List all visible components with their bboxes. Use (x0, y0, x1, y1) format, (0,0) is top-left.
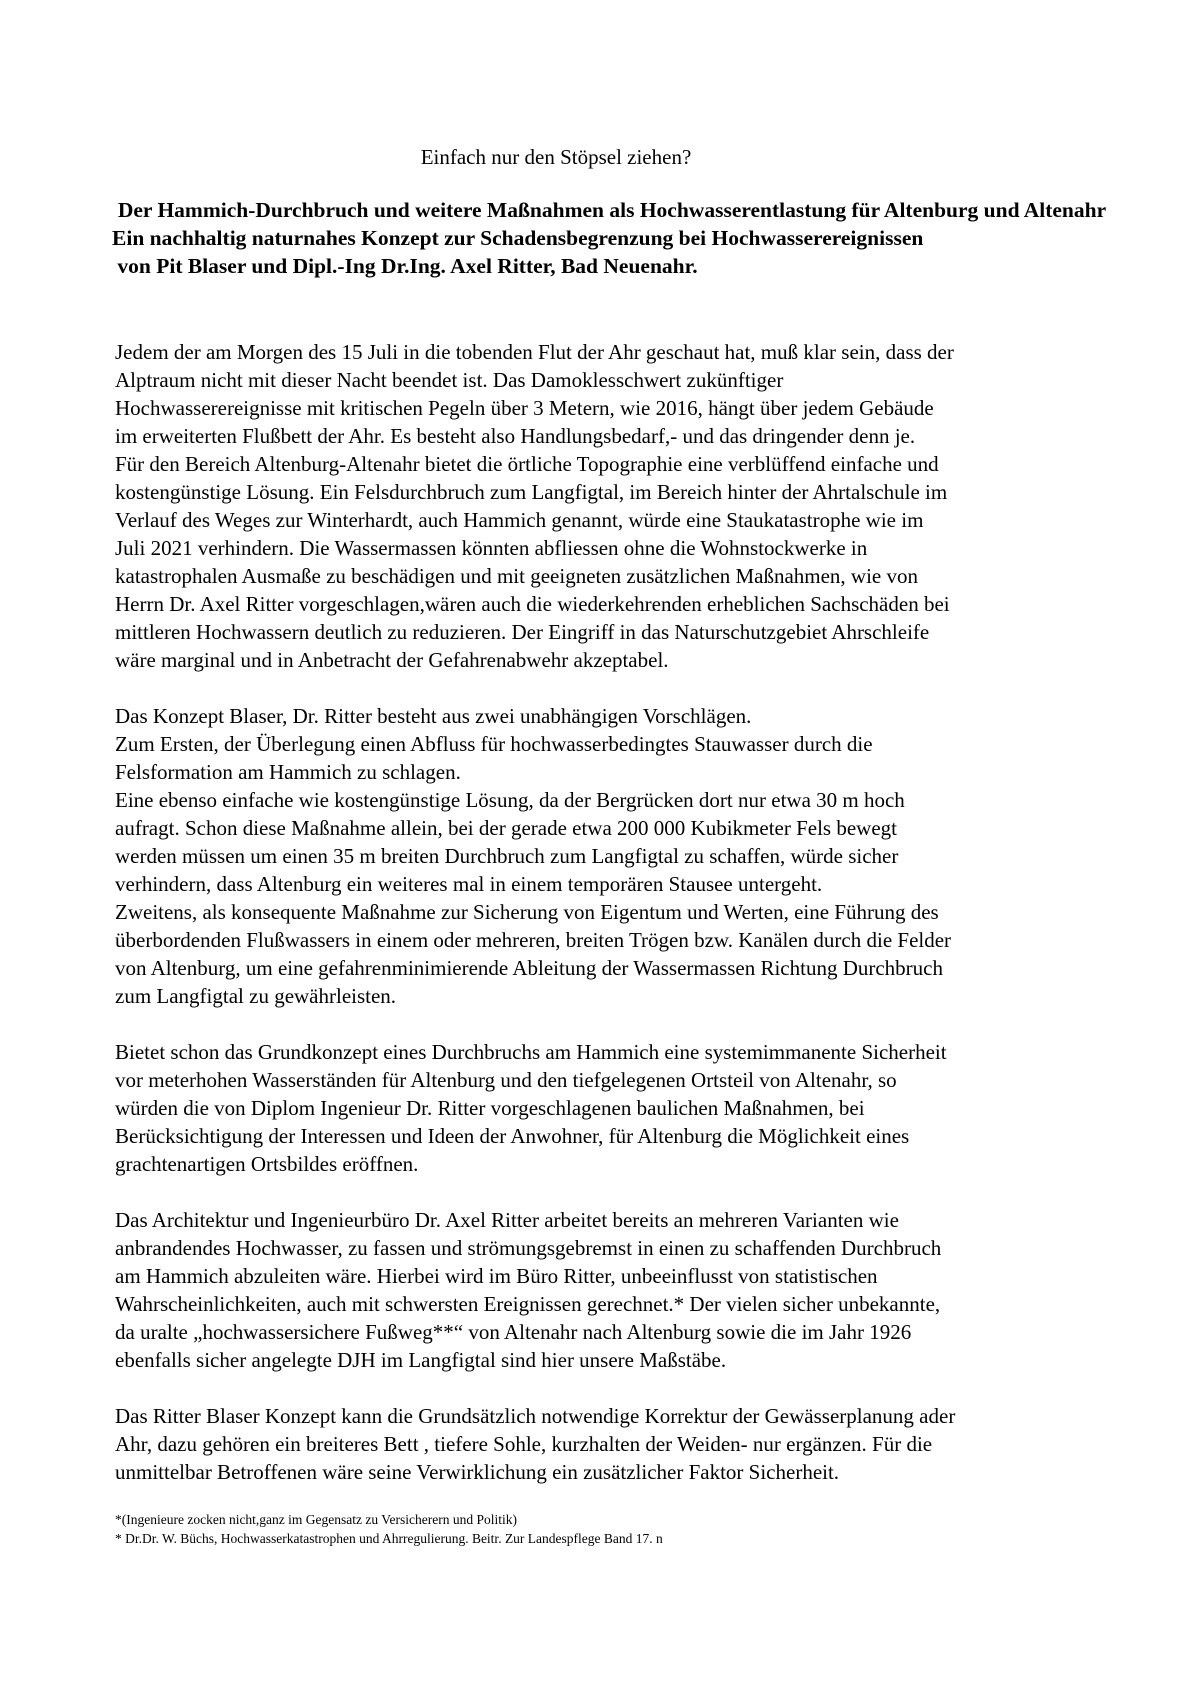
text-line: zum Langfigtal zu gewährleisten. (115, 984, 397, 1008)
text-line: am Hammich abzuleiten wäre. Hierbei wird im Büro Ritter, unbeeinflusst von statistischen (115, 1264, 878, 1288)
article-body (115, 338, 1115, 1514)
text-line: Eine ebenso einfache wie kostengünstige Lösung, da der Bergrücken dort nur etwa 30 m hoch (115, 788, 905, 812)
paragraph-3 (115, 1038, 1115, 1178)
article-byline: von Pit Blaser und Dipl.-Ing Dr.Ing. Axel Ritter, Bad Neuenahr. (112, 254, 698, 278)
text-line: Wahrscheinlichkeiten, auch mit schwersten Ereignissen gerechnet.* Der vielen sicher unbekannte, (115, 1292, 941, 1316)
text-line: Das Konzept Blaser, Dr. Ritter besteht aus zwei unabhängigen Vorschlägen. (115, 704, 752, 728)
text-line: aufragt. Schon diese Maßnahme allein, bei der gerade etwa 200 000 Kubikmeter Fels bewegt (115, 816, 897, 840)
text-line: katastrophalen Ausmaße zu beschädigen und mit geeigneten zusätzlichen Maßnahmen, wie von (115, 564, 918, 588)
article-title: Der Hammich-Durchbruch und weitere Maßnahmen als Hochwasserentlastung für Altenburg und Altenahr (117, 198, 1107, 222)
text-line: im erweiterten Flußbett der Ahr. Es besteht also Handlungsbedarf,- und das dringender denn je. (115, 424, 916, 448)
text-line: Jedem der am Morgen des 15 Juli in die tobenden Flut der Ahr geschaut hat, muß klar sein, dass der (115, 340, 954, 364)
text-line: wäre marginal und in Anbetracht der Gefahrenabwehr akzeptabel. (115, 648, 669, 672)
text-line: Juli 2021 verhindern. Die Wassermassen könnten abfliessen ohne die Wohnstockwerke in (115, 536, 868, 560)
text-line: ebenfalls sicher angelegte DJH im Langfigtal sind hier unsere Maßstäbe. (115, 1348, 727, 1372)
footnotes (115, 1510, 1115, 1548)
text-line: kostengünstige Lösung. Ein Felsdurchbruch zum Langfigtal, im Bereich hinter der Ahrtalschule im (115, 480, 948, 504)
text-line: grachtenartigen Ortsbildes eröffnen. (115, 1152, 419, 1176)
text-line: da uralte „hochwassersichere Fußweg**“ von Altenahr nach Altenburg sowie die im Jahr 1926 (115, 1320, 912, 1344)
footnote-1: *(Ingenieure zocken nicht,ganz im Gegensatz zu Versicherern und Politik) (115, 1512, 517, 1527)
text-line: unmittelbar Betroffenen wäre seine Verwirklichung ein zusätzlicher Faktor Sicherheit. (115, 1460, 840, 1484)
paragraph-4 (115, 1206, 1115, 1374)
text-line: von Altenburg, um eine gefahrenminimierende Ableitung der Wassermassen Richtung Durchbruch (115, 956, 943, 980)
text-line: Zweitens, als konsequente Maßnahme zur Sicherung von Eigentum und Werten, eine Führung des (115, 900, 939, 924)
kicker-question: Einfach nur den Stöpsel ziehen? (420, 145, 692, 169)
headline-block (112, 196, 1112, 280)
paragraph-5 (115, 1402, 1115, 1486)
text-line: überbordenden Flußwassers in einem oder mehreren, breiten Trögen bzw. Kanälen durch die Felder (115, 928, 952, 952)
text-line: Felsformation am Hammich zu schlagen. (115, 760, 461, 784)
text-line: Für den Bereich Altenburg-Altenahr bietet die örtliche Topographie eine verblüffend einfache und (115, 452, 939, 476)
paragraph-2 (115, 702, 1115, 1010)
text-line: Hochwasserereignisse mit kritischen Pegeln über 3 Metern, wie 2016, hängt über jedem Gebäude (115, 396, 934, 420)
text-line: Das Ritter Blaser Konzept kann die Grundsätzlich notwendige Korrektur der Gewässerplanung ader (115, 1404, 956, 1428)
text-line: Zum Ersten, der Überlegung einen Abfluss für hochwasserbedingtes Stauwasser durch die (115, 732, 873, 756)
text-line: anbrandendes Hochwasser, zu fassen und strömungsgebremst in einen zu schaffenden Durchbruch (115, 1236, 942, 1260)
text-line: mittleren Hochwassern deutlich zu reduzieren. Der Eingriff in das Naturschutzgebiet Ahrschleife (115, 620, 930, 644)
article-subtitle: Ein nachhaltig naturnahes Konzept zur Schadensbegrenzung bei Hochwasserereignissen (112, 226, 924, 250)
text-line: Das Architektur und Ingenieurbüro Dr. Axel Ritter arbeitet bereits an mehreren Varianten wie (115, 1208, 899, 1232)
footnote-2: * Dr.Dr. W. Büchs, Hochwasserkatastrophen und Ahrregulierung. Beitr. Zur Landespflege Band 17. n (115, 1531, 663, 1546)
text-line: Verlauf des Weges zur Winterhardt, auch Hammich genannt, würde eine Staukatastrophe wie im (115, 508, 924, 532)
text-line: Bietet schon das Grundkonzept eines Durchbruchs am Hammich eine systemimmanente Sicherheit (115, 1040, 947, 1064)
paragraph-1 (115, 338, 1115, 674)
text-line: Ahr, dazu gehören ein breiteres Bett , tiefere Sohle, kurzhalten der Weiden- nur ergänzen. Für die (115, 1432, 933, 1456)
text-line: vor meterhohen Wasserständen für Altenburg und den tiefgelegenen Ortsteil von Altenahr, so (115, 1068, 897, 1092)
text-line: verhindern, dass Altenburg ein weiteres mal in einem temporären Stausee untergeht. (115, 872, 823, 896)
text-line: werden müssen um einen 35 m breiten Durchbruch zum Langfigtal zu schaffen, würde sicher (115, 844, 899, 868)
text-line: Berücksichtigung der Interessen und Ideen der Anwohner, für Altenburg die Möglichkeit eines (115, 1124, 910, 1148)
text-line: Alptraum nicht mit dieser Nacht beendet ist. Das Damoklesschwert zukünftiger (115, 368, 784, 392)
text-line: würden die von Diplom Ingenieur Dr. Ritter vorgeschlagenen baulichen Maßnahmen, bei (115, 1096, 865, 1120)
text-line: Herrn Dr. Axel Ritter vorgeschlagen,wären auch die wiederkehrenden erheblichen Sachschäden bei (115, 592, 950, 616)
